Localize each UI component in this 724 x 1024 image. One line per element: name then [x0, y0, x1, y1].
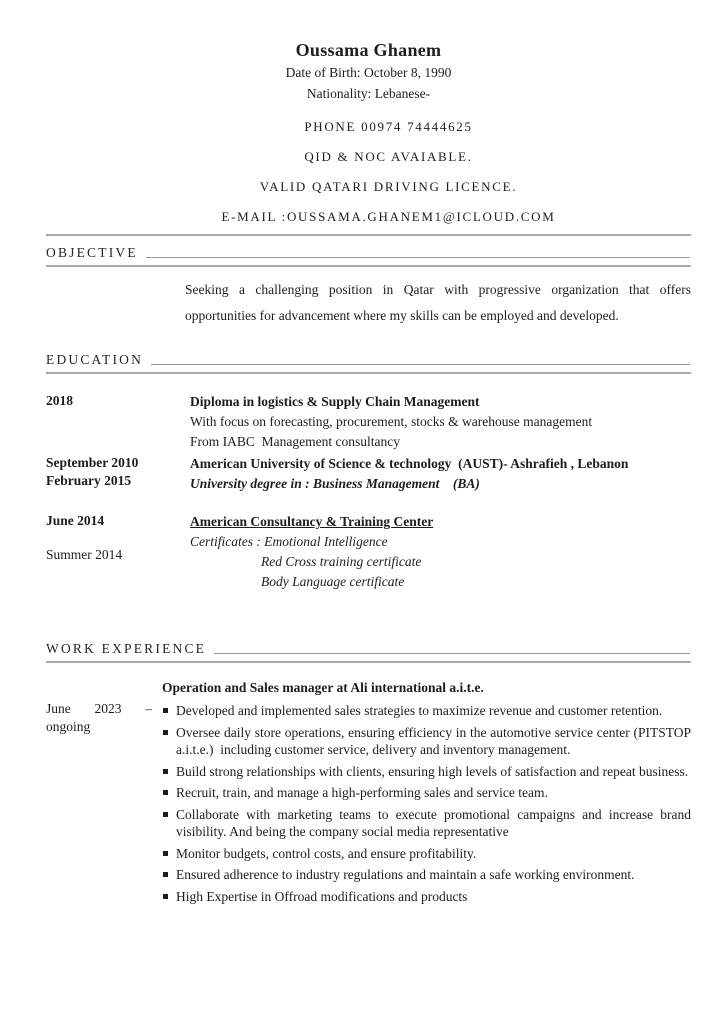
education-entry-body	[190, 454, 691, 494]
education-heading-label: EDUCATION	[46, 352, 144, 367]
nationality: Nationality: Lebanese-	[306, 86, 431, 101]
work-date-dash: –	[145, 701, 152, 716]
education-date: Summer 2014	[46, 547, 123, 562]
education-entry-body	[190, 392, 691, 452]
education-detail: With focus on forecasting, procurement, stocks & warehouse management	[190, 414, 593, 429]
education-school-title: American University of Science & technology (AUST)- Ashrafieh , Lebanon	[190, 456, 629, 471]
work-entry-body	[162, 679, 695, 909]
education-dates	[46, 392, 190, 452]
work-dates	[46, 679, 162, 909]
work-date-month: June	[46, 701, 71, 716]
job-bullet-text: Build strong relationships with clients, ensuring high levels of satisfaction and repeat business.	[176, 763, 689, 779]
job-bullet	[162, 866, 691, 884]
education-degree-title: Diploma in logistics & Supply Chain Management	[190, 394, 480, 409]
work-date-year: 2023	[94, 701, 122, 716]
bullet-square-icon	[163, 812, 168, 817]
bullet-square-icon	[163, 708, 168, 713]
job-bullet	[162, 724, 695, 759]
job-bullet-text: Monitor budgets, control costs, and ensure profitability.	[176, 845, 477, 861]
job-bullet-text: Developed and implemented sales strategies to maximize revenue and customer retention.	[176, 703, 663, 718]
bullet-square-icon	[163, 769, 168, 774]
education-date: 2018	[46, 393, 73, 408]
contact-block	[46, 112, 691, 232]
driving-licence-line: VALID QATARI DRIVING LICENCE.	[259, 179, 518, 194]
bullet-square-icon	[163, 790, 168, 795]
bullet-square-icon	[163, 851, 168, 856]
job-bullet	[162, 702, 691, 720]
work-heading-label: WORK EXPERIENCE	[46, 641, 207, 656]
job-bullet	[162, 888, 691, 906]
bullet-square-icon	[163, 894, 168, 899]
qid-noc-line: QID & NOC AVAIABLE.	[304, 149, 473, 164]
job-title: Operation and Sales manager at Ali international a.i.t.e.	[162, 680, 484, 695]
job-bullet-text: High Expertise in Offroad modifications and products	[176, 888, 468, 904]
certificates-label: Certificates : Emotional Intelligence	[190, 534, 388, 549]
education-degree-line: University degree in : Business Management (BA)	[190, 476, 480, 491]
section-heading-work-experience	[46, 640, 691, 663]
education-detail: From IABC Management consultancy	[190, 434, 400, 449]
education-dates	[46, 512, 190, 592]
job-bullet-text: Recruit, train, and manage a high-performing sales and service team.	[176, 785, 548, 800]
job-bullet	[162, 784, 691, 802]
objective-text: Seeking a challenging position in Qatar with progressive organization that offers opportunities for advancement where my skills can be employed and developed.	[185, 282, 691, 323]
candidate-name: Oussama Ghanem	[295, 40, 442, 60]
job-bullet	[162, 845, 691, 863]
email-line: E-MAIL :OUSSAMA.GHANEM1@ICLOUD.COM	[221, 209, 556, 224]
education-center-title: American Consultancy & Training Center	[190, 514, 434, 529]
job-bullet	[162, 763, 691, 781]
education-entry-university	[46, 454, 691, 494]
heading-lead-line	[151, 364, 690, 365]
work-entry	[46, 679, 695, 909]
education-date: September 2010	[46, 455, 139, 470]
education-entry-training	[46, 512, 691, 592]
job-bullet-text: Oversee daily store operations, ensuring efficiency in the automotive service center (PITSTOP a.i.t.e.) including customer service, delivery and inventory management.	[176, 724, 695, 757]
date-of-birth: Date of Birth: October 8, 1990	[285, 65, 452, 80]
header-divider	[46, 234, 691, 236]
certificate-item: Red Cross training certificate	[261, 554, 422, 569]
heading-lead-line	[146, 257, 690, 258]
education-entry-diploma	[46, 392, 691, 452]
education-date: February 2015	[46, 473, 132, 488]
job-bullet-text: Ensured adherence to industry regulations and maintain a safe working environment.	[176, 867, 635, 882]
job-bullet	[162, 806, 695, 841]
work-date-ongoing: ongoing	[46, 719, 91, 734]
bullet-square-icon	[163, 730, 168, 735]
phone-line: PHONE 00974 74444625	[304, 119, 473, 134]
job-bullet-text: Collaborate with marketing teams to execute promotional campaigns and increase brand visibility. And being the company social media representative	[176, 806, 695, 839]
section-heading-education	[46, 351, 691, 374]
certificate-item: Body Language certificate	[261, 574, 405, 589]
work-date-range	[46, 700, 152, 718]
bullet-square-icon	[163, 872, 168, 877]
education-dates	[46, 454, 190, 494]
job-bullet-list	[162, 702, 695, 905]
objective-heading-label: OBJECTIVE	[46, 245, 138, 260]
heading-lead-line	[214, 653, 690, 654]
section-heading-objective	[46, 244, 691, 267]
resume-header	[46, 38, 691, 232]
education-entry-body	[190, 512, 691, 592]
education-date: June 2014	[46, 513, 105, 528]
